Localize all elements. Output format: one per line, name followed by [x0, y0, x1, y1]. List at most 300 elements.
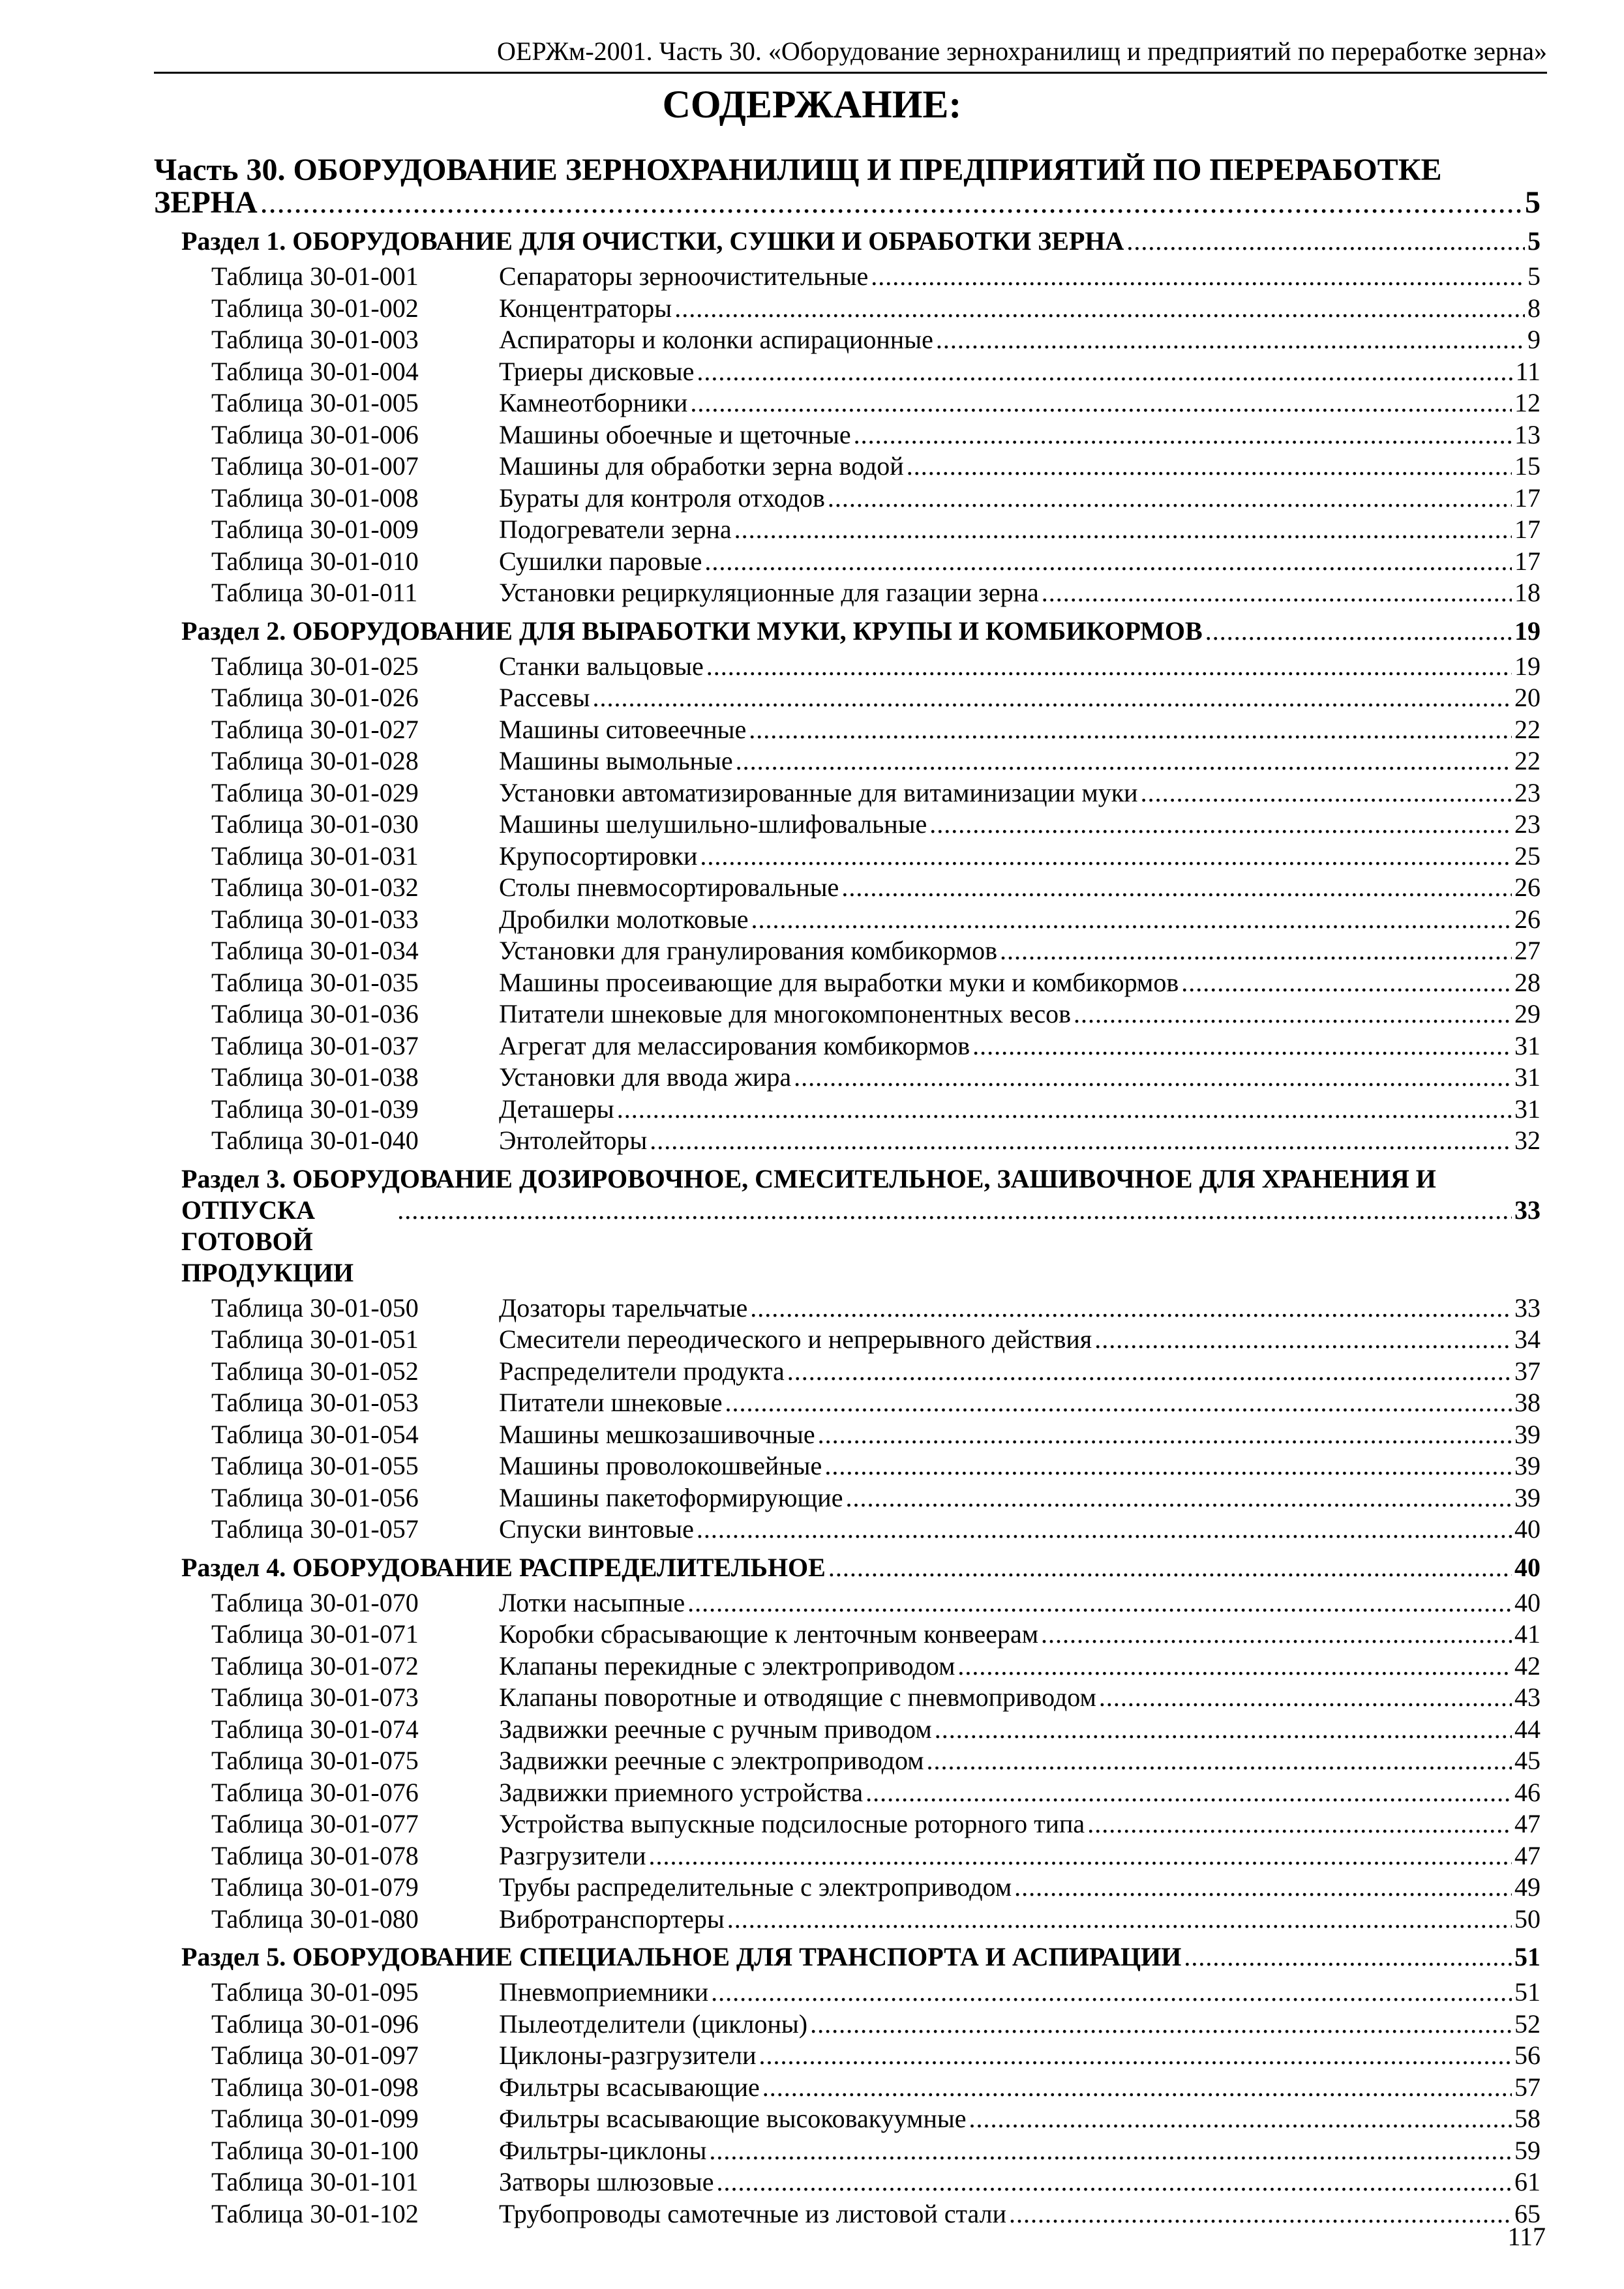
table-code: Таблица 30-01-057 [211, 1514, 419, 1544]
toc-row[interactable] [154, 451, 1541, 483]
dot-leader [1042, 577, 1512, 609]
table-code: Таблица 30-01-097 [211, 2041, 419, 2070]
table-name: Машины проволокошвейные [499, 1451, 822, 1480]
toc-row[interactable] [154, 1904, 1541, 1936]
dot-leader [711, 1977, 1512, 2009]
table-page-number: 42 [1514, 1651, 1541, 1681]
table-page-number: 44 [1514, 1714, 1541, 1744]
table-code: Таблица 30-01-054 [211, 1419, 419, 1449]
table-name: Машины для обработки зерна водой [499, 451, 904, 481]
table-code: Таблица 30-01-079 [211, 1872, 419, 1902]
table-code: Таблица 30-01-100 [211, 2135, 419, 2165]
toc-row[interactable] [154, 809, 1541, 841]
table-page-number: 31 [1514, 1062, 1541, 1092]
table-code: Таблица 30-01-006 [211, 419, 419, 449]
table-code: Таблица 30-01-070 [211, 1587, 419, 1617]
toc-row[interactable] [154, 682, 1541, 714]
toc-row[interactable] [154, 2040, 1541, 2072]
table-name: Клапаны поворотные и отводящие с пневмоприводом [499, 1683, 1096, 1712]
table-name: Установки для ввода жира [499, 1062, 792, 1092]
table-name: Устройства выпускные подсилосные роторного типа [499, 1809, 1085, 1838]
table-page-number: 18 [1514, 578, 1541, 607]
dot-leader [1094, 1324, 1512, 1356]
table-name: Машины ситовеечные [499, 714, 747, 744]
table-code: Таблица 30-01-027 [211, 714, 419, 744]
section-title-continuation [181, 1195, 1541, 1289]
table-page-number: 40 [1514, 1514, 1541, 1544]
dot-leader [1181, 967, 1512, 999]
table-name: Циклоны-разгрузители [499, 2041, 757, 2070]
dot-leader [845, 1482, 1512, 1514]
section-page-number: 19 [1514, 616, 1541, 646]
toc-row[interactable] [154, 1714, 1541, 1746]
table-code: Таблица 30-01-010 [211, 546, 419, 576]
dot-leader [1099, 1682, 1512, 1714]
table-page-number: 17 [1514, 483, 1541, 513]
dot-leader [1205, 616, 1512, 647]
table-name: Бураты для контроля отходов [499, 483, 825, 513]
table-page-number: 43 [1514, 1683, 1541, 1712]
table-code: Таблица 30-01-099 [211, 2104, 419, 2133]
table-name: Машины обоечные и щеточные [499, 419, 851, 449]
toc-row[interactable] [154, 356, 1541, 388]
toc-row[interactable] [154, 1030, 1541, 1062]
table-page-number: 8 [1527, 293, 1541, 323]
table-name: Задвижки реечные с ручным приводом [499, 1714, 932, 1744]
dot-leader [650, 1125, 1512, 1157]
dot-leader [697, 1514, 1512, 1546]
table-code: Таблица 30-01-073 [211, 1683, 419, 1712]
section-title: Раздел 1. ОБОРУДОВАНИЕ ДЛЯ ОЧИСТКИ, СУШКИ И ОБРАБОТКИ ЗЕРНА [181, 226, 1124, 256]
dot-leader [824, 1450, 1512, 1482]
table-name: Трубы распределительные с электроприводом [499, 1872, 1012, 1902]
table-page-number: 49 [1514, 1872, 1541, 1902]
part-title: Часть 30. ОБОРУДОВАНИЕ ЗЕРНОХРАНИЛИЩ И ПРЕДПРИЯТИЙ ПО ПЕРЕРАБОТКЕ [154, 153, 1442, 187]
table-page-number: 61 [1514, 2167, 1541, 2196]
table-name: Камнеотборники [499, 388, 688, 417]
dot-leader [709, 2135, 1512, 2167]
table-page-number: 22 [1514, 714, 1541, 744]
table-page-number: 39 [1514, 1482, 1541, 1512]
toc-row[interactable] [154, 1094, 1541, 1126]
toc-row[interactable] [154, 1387, 1541, 1419]
table-code: Таблица 30-01-001 [211, 262, 419, 291]
toc-row[interactable] [154, 261, 1541, 293]
dot-leader [865, 1777, 1512, 1809]
section-5 [154, 1941, 1541, 2230]
toc-row[interactable] [154, 483, 1541, 515]
section-2 [154, 616, 1541, 1157]
table-page-number: 19 [1514, 651, 1541, 681]
table-name: Триеры дисковые [499, 356, 695, 386]
toc-row[interactable] [154, 514, 1541, 546]
table-name: Агрегат для мелассирования комбикормов [499, 1030, 970, 1060]
toc-row[interactable] [154, 2009, 1541, 2041]
table-code: Таблица 30-01-056 [211, 1482, 419, 1512]
toc-row[interactable] [154, 546, 1541, 578]
table-page-number: 59 [1514, 2135, 1541, 2165]
toc-row[interactable] [154, 1587, 1541, 1619]
part-title-continuation[interactable] [154, 187, 1541, 219]
table-name: Спуски винтовые [499, 1514, 694, 1544]
toc-row[interactable] [154, 1125, 1541, 1157]
table-code: Таблица 30-01-039 [211, 1094, 419, 1124]
part-page-number: 5 [1525, 185, 1541, 220]
dot-leader [1041, 1619, 1512, 1651]
table-name: Дозаторы тарельчатые [499, 1293, 748, 1323]
section-4 [154, 1552, 1541, 1936]
toc-row[interactable] [154, 1419, 1541, 1451]
table-code: Таблица 30-01-080 [211, 1904, 419, 1934]
toc-row[interactable] [154, 872, 1541, 904]
table-code: Таблица 30-01-075 [211, 1746, 419, 1775]
toc-row[interactable] [154, 1808, 1541, 1840]
table-code: Таблица 30-01-052 [211, 1356, 419, 1386]
table-code: Таблица 30-01-007 [211, 451, 419, 481]
table-code: Таблица 30-01-055 [211, 1451, 419, 1480]
section-page-number: 51 [1514, 1942, 1541, 1971]
toc-row[interactable] [154, 387, 1541, 419]
toc-row[interactable] [154, 2166, 1541, 2198]
table-code: Таблица 30-01-028 [211, 746, 419, 775]
dot-leader [794, 1062, 1512, 1094]
dot-leader [617, 1094, 1512, 1126]
dot-leader [397, 1195, 1512, 1226]
toc-row[interactable] [154, 1619, 1541, 1651]
table-name: Аспираторы и колонки аспирационные [499, 325, 933, 354]
section-page-number: 33 [1514, 1195, 1541, 1225]
dot-leader [260, 187, 1522, 219]
dot-leader [818, 1419, 1512, 1451]
toc-row[interactable] [154, 935, 1541, 967]
dot-leader [716, 2166, 1512, 2198]
running-header: ОЕРЖм-2001. Часть 30. «Оборудование зернохранилищ и предприятий по переработке зерна» [154, 35, 1547, 74]
dot-leader [736, 745, 1512, 777]
table-name: Установки рециркуляционные для газации зерна [499, 578, 1039, 607]
dot-leader [969, 2103, 1512, 2135]
table-name: Вибротранспортеры [499, 1904, 725, 1934]
table-name: Клапаны перекидные с электроприводом [499, 1651, 955, 1681]
table-name: Сушилки паровые [499, 546, 702, 576]
table-code: Таблица 30-01-077 [211, 1809, 419, 1838]
section-heading[interactable] [181, 1552, 1541, 1583]
table-name: Питатели шнековые [499, 1388, 723, 1417]
dot-leader [649, 1840, 1512, 1872]
dot-leader [935, 1714, 1512, 1746]
dot-leader [750, 1293, 1512, 1324]
section-rows [154, 1293, 1541, 1546]
table-code: Таблица 30-01-050 [211, 1293, 419, 1323]
table-page-number: 29 [1514, 999, 1541, 1028]
table-name: Питатели шнековые для многокомпонентных весов [499, 999, 1072, 1028]
table-page-number: 47 [1514, 1809, 1541, 1838]
toc-row[interactable] [154, 2198, 1541, 2230]
table-page-number: 45 [1514, 1746, 1541, 1775]
section-heading[interactable] [181, 226, 1541, 257]
table-name: Установки автоматизированные для витаминизации муки [499, 777, 1138, 807]
dot-leader [1074, 998, 1512, 1030]
toc-row[interactable] [154, 1651, 1541, 1683]
dot-leader [907, 451, 1512, 483]
table-page-number: 34 [1514, 1324, 1541, 1354]
table-code: Таблица 30-01-008 [211, 483, 419, 513]
table-name: Машины шелушильно-шлифовальные [499, 809, 927, 839]
table-name: Пневмоприемники [499, 1977, 709, 2007]
table-code: Таблица 30-01-101 [211, 2167, 419, 2196]
toc-row[interactable] [154, 1777, 1541, 1809]
section-rows [154, 1587, 1541, 1936]
table-page-number: 23 [1514, 777, 1541, 807]
toc-row[interactable] [154, 745, 1541, 777]
table-name: Деташеры [499, 1094, 614, 1124]
section-heading[interactable] [181, 1163, 1541, 1289]
table-code: Таблица 30-01-035 [211, 967, 419, 997]
table-page-number: 5 [1527, 262, 1541, 291]
table-page-number: 39 [1514, 1419, 1541, 1449]
table-code: Таблица 30-01-076 [211, 1777, 419, 1807]
section-title-line2: ОТПУСКА ГОТОВОЙ ПРОДУКЦИИ [181, 1195, 354, 1287]
toc-row[interactable] [154, 998, 1541, 1030]
dot-leader [927, 1745, 1512, 1777]
table-name: Станки вальцовые [499, 651, 704, 681]
table-page-number: 32 [1514, 1126, 1541, 1155]
dot-leader [700, 841, 1512, 873]
toc-row[interactable] [154, 293, 1541, 325]
dot-leader [1141, 777, 1512, 809]
dot-leader [810, 2009, 1512, 2041]
dot-leader [1087, 1808, 1512, 1840]
table-name: Задвижки реечные с электроприводом [499, 1746, 924, 1775]
dot-leader [1009, 2198, 1512, 2230]
table-page-number: 51 [1514, 1977, 1541, 2007]
table-code: Таблица 30-01-026 [211, 683, 419, 712]
table-name: Фильтры всасывающие [499, 2072, 760, 2102]
dot-leader [734, 514, 1512, 546]
dot-leader [854, 419, 1512, 451]
table-name: Разгрузители [499, 1840, 646, 1870]
table-page-number: 15 [1514, 451, 1541, 481]
table-code: Таблица 30-01-005 [211, 388, 419, 417]
dot-leader [690, 387, 1512, 419]
table-name: Установки для гранулирования комбикормов [499, 936, 998, 965]
toc-row[interactable] [154, 967, 1541, 999]
toc-row[interactable] [154, 1682, 1541, 1714]
table-page-number: 47 [1514, 1840, 1541, 1870]
section-title: Раздел 4. ОБОРУДОВАНИЕ РАСПРЕДЕЛИТЕЛЬНОЕ [181, 1552, 826, 1582]
table-name: Пылеотделители (циклоны) [499, 2009, 808, 2039]
section-heading[interactable] [181, 1941, 1541, 1973]
table-page-number: 65 [1514, 2198, 1541, 2228]
table-page-number: 37 [1514, 1356, 1541, 1386]
toc-row[interactable] [154, 324, 1541, 356]
section-page-number: 5 [1527, 226, 1541, 256]
page-number: 117 [1507, 2222, 1546, 2251]
table-code: Таблица 30-01-095 [211, 1977, 419, 2007]
table-name: Сепараторы зерноочистительные [499, 262, 869, 291]
part-title-line2: ЗЕРНА [154, 185, 258, 220]
table-name: Столы пневмосортировальные [499, 873, 839, 902]
section-page-number: 40 [1514, 1552, 1541, 1582]
table-code: Таблица 30-01-032 [211, 873, 419, 902]
table-code: Таблица 30-01-078 [211, 1840, 419, 1870]
toc-row[interactable] [154, 1062, 1541, 1094]
table-code: Таблица 30-01-071 [211, 1619, 419, 1649]
table-code: Таблица 30-01-030 [211, 809, 419, 839]
table-code: Таблица 30-01-002 [211, 293, 419, 323]
toc-row[interactable] [154, 1482, 1541, 1514]
table-code: Таблица 30-01-096 [211, 2009, 419, 2039]
table-page-number: 38 [1514, 1388, 1541, 1417]
table-name: Трубопроводы самотечные из листовой стали [499, 2198, 1006, 2228]
toc-row[interactable] [154, 1324, 1541, 1356]
table-page-number: 57 [1514, 2072, 1541, 2102]
table-name: Энтолейторы [499, 1126, 648, 1155]
table-name: Затворы шлюзовые [499, 2167, 714, 2196]
dot-leader [687, 1587, 1512, 1619]
table-code: Таблица 30-01-051 [211, 1324, 419, 1354]
toc-row[interactable] [154, 2135, 1541, 2167]
table-page-number: 52 [1514, 2009, 1541, 2039]
table-name: Фильтры всасывающие высоковакуумные [499, 2104, 967, 2133]
table-name: Машины пакетоформирующие [499, 1482, 843, 1512]
table-code: Таблица 30-01-011 [211, 578, 418, 607]
dot-leader [1126, 226, 1525, 257]
toc-row[interactable] [154, 1450, 1541, 1482]
toc-row[interactable] [154, 1977, 1541, 2009]
toc-row[interactable] [154, 1356, 1541, 1388]
table-code: Таблица 30-01-074 [211, 1714, 419, 1744]
dot-leader [957, 1651, 1512, 1683]
table-name: Дробилки молотковые [499, 904, 749, 934]
table-name: Концентраторы [499, 293, 672, 323]
dot-leader [706, 651, 1512, 683]
table-name: Машины просеивающие для выработки муки и комбикормов [499, 967, 1179, 997]
toc-row[interactable] [154, 904, 1541, 936]
toc-row[interactable] [154, 2072, 1541, 2104]
table-name: Машины вымольные [499, 746, 733, 775]
dot-leader [972, 1030, 1512, 1062]
dot-leader [762, 2072, 1512, 2104]
table-page-number: 58 [1514, 2104, 1541, 2133]
section-title-line1: Раздел 3. ОБОРУДОВАНИЕ ДОЗИРОВОЧНОЕ, СМЕСИТЕЛЬНОЕ, ЗАШИВОЧНОЕ ДЛЯ ХРАНЕНИЯ И [181, 1163, 1436, 1193]
dot-leader [936, 324, 1525, 356]
dot-leader [751, 904, 1512, 936]
section-title: Раздел 2. ОБОРУДОВАНИЕ ДЛЯ ВЫРАБОТКИ МУКИ, КРУПЫ И КОМБИКОРМОВ [181, 616, 1203, 646]
table-page-number: 46 [1514, 1777, 1541, 1807]
table-page-number: 11 [1515, 356, 1541, 386]
section-3 [154, 1163, 1541, 1546]
table-code: Таблица 30-01-098 [211, 2072, 419, 2102]
table-name: Рассевы [499, 683, 590, 712]
toc-row[interactable] [154, 2103, 1541, 2135]
table-code: Таблица 30-01-053 [211, 1388, 419, 1417]
table-page-number: 27 [1514, 936, 1541, 965]
toc-row[interactable] [154, 1293, 1541, 1324]
page-title: СОДЕРЖАНИЕ: [662, 83, 962, 126]
table-code: Таблица 30-01-072 [211, 1651, 419, 1681]
table-name: Распределители продукта [499, 1356, 785, 1386]
table-page-number: 41 [1514, 1619, 1541, 1649]
section-heading[interactable] [181, 616, 1541, 647]
table-page-number: 28 [1514, 967, 1541, 997]
dot-leader [725, 1387, 1512, 1419]
table-page-number: 26 [1514, 904, 1541, 934]
table-page-number: 56 [1514, 2041, 1541, 2070]
table-code: Таблица 30-01-031 [211, 841, 419, 871]
dot-leader [674, 293, 1525, 325]
table-code: Таблица 30-01-004 [211, 356, 419, 386]
dot-leader [787, 1356, 1512, 1388]
table-name: Лотки насыпные [499, 1587, 685, 1617]
table-name: Машины мешкозашивочные [499, 1419, 815, 1449]
table-page-number: 31 [1514, 1030, 1541, 1060]
toc-row[interactable] [154, 777, 1541, 809]
table-code: Таблица 30-01-040 [211, 1126, 419, 1155]
dot-leader [727, 1904, 1512, 1936]
section-rows [154, 261, 1541, 609]
table-code: Таблица 30-01-034 [211, 936, 419, 965]
table-page-number: 22 [1514, 746, 1541, 775]
table-page-number: 17 [1514, 515, 1541, 544]
dot-leader [841, 872, 1512, 904]
table-code: Таблица 30-01-037 [211, 1030, 419, 1060]
toc-row[interactable] [154, 841, 1541, 873]
toc-row[interactable] [154, 1840, 1541, 1872]
table-name: Подогреватели зерна [499, 515, 732, 544]
table-page-number: 12 [1514, 388, 1541, 417]
table-page-number: 13 [1514, 419, 1541, 449]
dot-leader [929, 809, 1512, 841]
table-name: Смесители переодического и непрерывного действия [499, 1324, 1092, 1354]
dot-leader [871, 261, 1525, 293]
dot-leader [1184, 1941, 1512, 1973]
table-page-number: 50 [1514, 1904, 1541, 1934]
table-code: Таблица 30-01-029 [211, 777, 419, 807]
table-page-number: 39 [1514, 1451, 1541, 1480]
table-page-number: 33 [1514, 1293, 1541, 1323]
toc-row[interactable] [154, 577, 1541, 609]
table-code: Таблица 30-01-038 [211, 1062, 419, 1092]
toc-row[interactable] [154, 651, 1541, 683]
table-code: Таблица 30-01-009 [211, 515, 419, 544]
table-code: Таблица 30-01-102 [211, 2198, 419, 2228]
dot-leader [828, 1552, 1512, 1583]
section-title: Раздел 5. ОБОРУДОВАНИЕ СПЕЦИАЛЬНОЕ ДЛЯ ТРАНСПОРТА И АСПИРАЦИИ [181, 1942, 1182, 1971]
table-name: Фильтры-циклоны [499, 2135, 707, 2165]
toc-row[interactable] [154, 1872, 1541, 1904]
table-code: Таблица 30-01-003 [211, 325, 419, 354]
table-name: Крупосортировки [499, 841, 698, 871]
toc-row[interactable] [154, 1514, 1541, 1546]
table-page-number: 40 [1514, 1587, 1541, 1617]
table-code: Таблица 30-01-033 [211, 904, 419, 934]
table-page-number: 9 [1527, 325, 1541, 354]
table-name: Коробки сбрасывающие к ленточным конвеерам [499, 1619, 1039, 1649]
toc-row[interactable] [154, 714, 1541, 746]
dot-leader [593, 682, 1512, 714]
table-page-number: 25 [1514, 841, 1541, 871]
dot-leader [759, 2040, 1512, 2072]
toc-row[interactable] [154, 419, 1541, 451]
toc-row[interactable] [154, 1745, 1541, 1777]
dot-leader [828, 483, 1512, 515]
table-of-contents [154, 154, 1541, 2230]
table-name: Задвижки приемного устройства [499, 1777, 864, 1807]
dot-leader [697, 356, 1512, 388]
dot-leader [1014, 1872, 1512, 1904]
dot-leader [1000, 935, 1512, 967]
table-code: Таблица 30-01-025 [211, 651, 419, 681]
